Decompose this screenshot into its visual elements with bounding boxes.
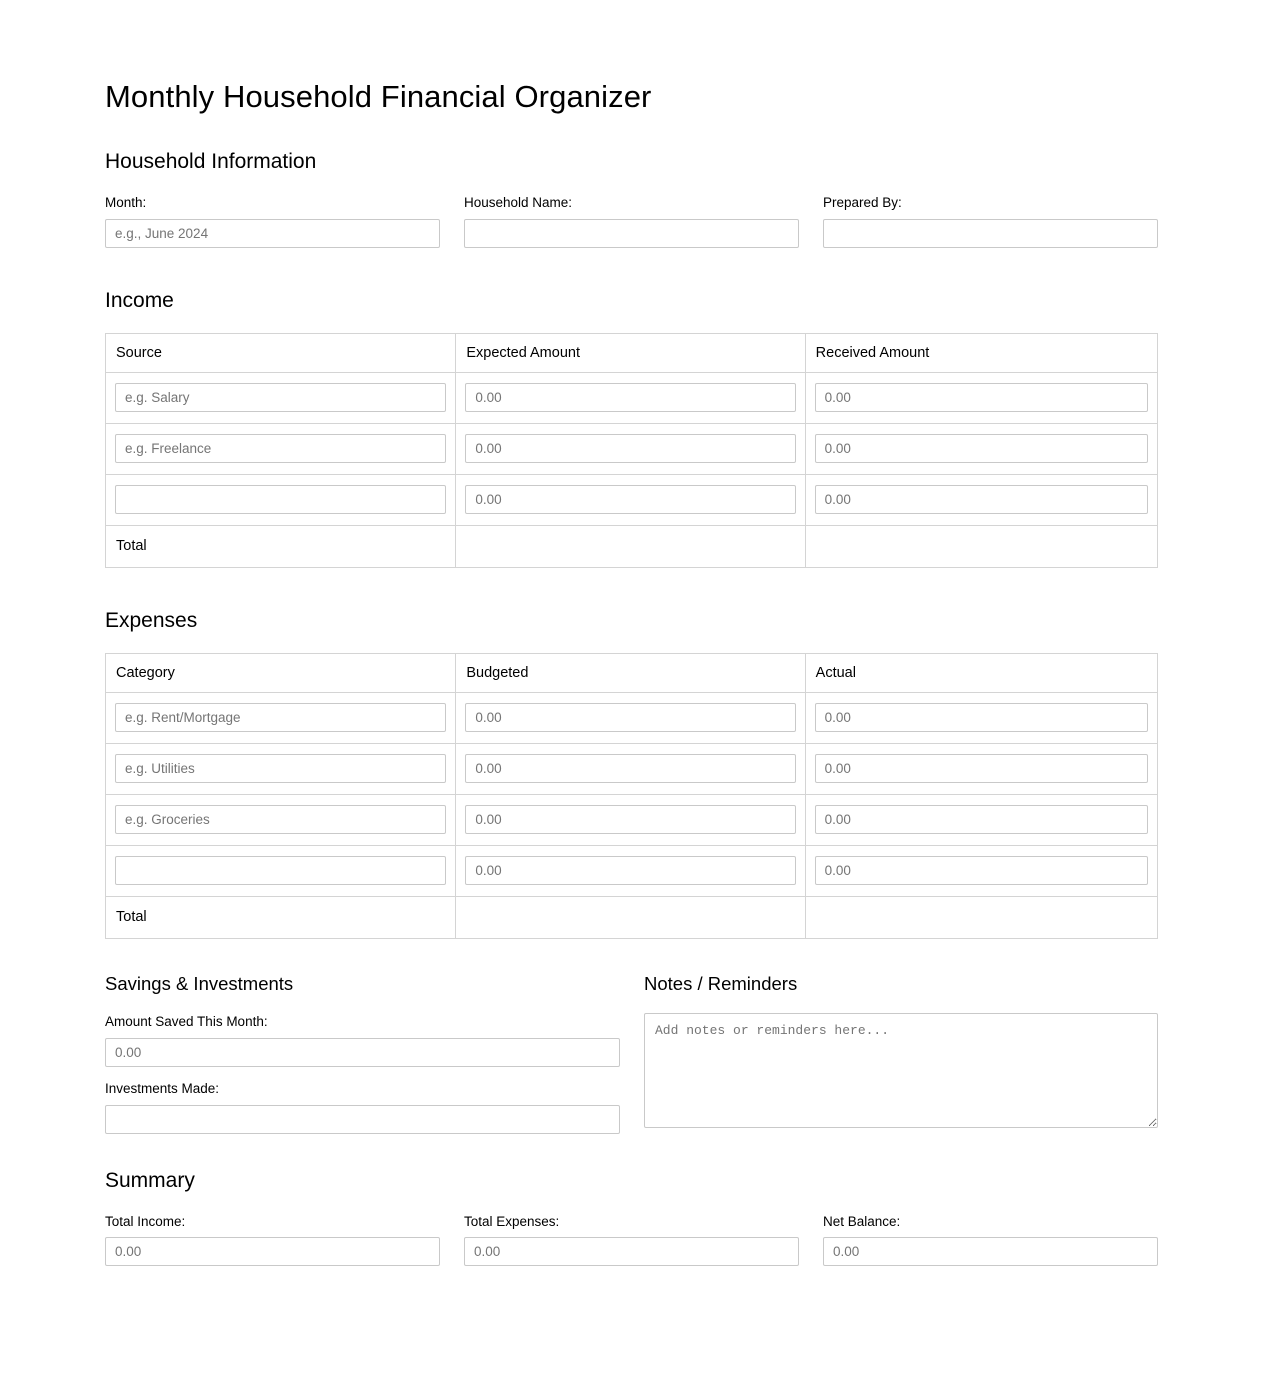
income-column-expected-amount: Expected Amount	[456, 334, 805, 373]
net-balance-label: Net Balance:	[823, 1213, 901, 1229]
household-name-input[interactable]	[464, 219, 799, 248]
total-expenses-label: Total Expenses:	[464, 1213, 560, 1229]
table-row	[106, 693, 1158, 744]
expenses-table	[105, 653, 1158, 939]
income-table-header-row	[106, 334, 1158, 373]
expenses-total-label: Total	[106, 897, 456, 939]
expenses-actual-input[interactable]	[815, 703, 1148, 732]
net-balance-field-group	[823, 1213, 1158, 1267]
notes-section	[644, 973, 1158, 1133]
expenses-budgeted-cell	[456, 795, 805, 846]
prepared-by-label: Prepared By:	[823, 195, 902, 211]
income-expected-input[interactable]	[465, 434, 795, 463]
income-total-expected-value	[456, 526, 805, 568]
total-income-input[interactable]	[105, 1237, 440, 1266]
expenses-actual-input[interactable]	[815, 805, 1148, 834]
expenses-total-row	[106, 897, 1158, 939]
expenses-budgeted-input[interactable]	[465, 856, 795, 885]
income-expected-cell	[456, 373, 805, 424]
table-row	[106, 475, 1158, 526]
income-source-input[interactable]	[115, 434, 446, 463]
savings-notes-row	[105, 973, 1158, 1133]
expenses-actual-cell	[805, 744, 1157, 795]
amount-saved-label: Amount Saved This Month:	[105, 1014, 268, 1030]
expenses-actual-input[interactable]	[815, 754, 1148, 783]
savings-section	[105, 973, 620, 1133]
expenses-category-cell	[106, 795, 456, 846]
expenses-budgeted-cell	[456, 846, 805, 897]
amount-saved-input[interactable]	[105, 1038, 620, 1067]
prepared-by-input[interactable]	[823, 219, 1158, 248]
investments-made-label: Investments Made:	[105, 1081, 220, 1097]
summary-heading: Summary	[105, 1168, 195, 1192]
income-total-label: Total	[106, 526, 456, 568]
income-table	[105, 333, 1158, 568]
table-row	[106, 795, 1158, 846]
expenses-category-input[interactable]	[115, 856, 446, 885]
net-balance-input[interactable]	[823, 1237, 1158, 1266]
expenses-actual-cell	[805, 846, 1157, 897]
household-name-label: Household Name:	[464, 195, 573, 211]
expenses-total-budgeted-value	[456, 897, 805, 939]
income-total-row	[106, 526, 1158, 568]
expenses-budgeted-input[interactable]	[465, 703, 795, 732]
month-label: Month:	[105, 195, 147, 211]
expenses-budgeted-input[interactable]	[465, 754, 795, 783]
month-field-group	[105, 194, 440, 248]
income-heading: Income	[105, 288, 174, 312]
prepared-by-field-group	[823, 194, 1158, 248]
expenses-column-category: Category	[106, 654, 456, 693]
expenses-budgeted-input[interactable]	[465, 805, 795, 834]
income-total-received-value	[805, 526, 1157, 568]
household-information-row	[105, 194, 1158, 248]
expenses-category-cell	[106, 744, 456, 795]
expenses-table-header-row	[106, 654, 1158, 693]
table-row	[106, 846, 1158, 897]
expenses-column-actual: Actual	[805, 654, 1157, 693]
income-received-input[interactable]	[815, 383, 1148, 412]
income-received-input[interactable]	[815, 434, 1148, 463]
income-source-cell	[106, 424, 456, 475]
expenses-category-cell	[106, 693, 456, 744]
expenses-category-input[interactable]	[115, 703, 446, 732]
page-title: Monthly Household Financial Organizer	[105, 79, 652, 114]
expenses-total-actual-value	[805, 897, 1157, 939]
expenses-category-input[interactable]	[115, 754, 446, 783]
household-information-heading: Household Information	[105, 150, 317, 174]
expenses-budgeted-cell	[456, 693, 805, 744]
income-expected-input[interactable]	[465, 485, 795, 514]
amount-saved-field-group	[105, 1013, 620, 1067]
expenses-heading: Expenses	[105, 609, 198, 633]
income-expected-input[interactable]	[465, 383, 795, 412]
expenses-budgeted-cell	[456, 744, 805, 795]
household-name-field-group	[464, 194, 799, 248]
notes-textarea[interactable]	[644, 1013, 1158, 1128]
income-received-cell	[805, 475, 1157, 526]
income-received-cell	[805, 373, 1157, 424]
savings-heading: Savings & Investments	[105, 973, 294, 995]
expenses-actual-cell	[805, 693, 1157, 744]
notes-heading: Notes / Reminders	[644, 973, 798, 995]
table-row	[106, 424, 1158, 475]
income-column-received-amount: Received Amount	[805, 334, 1157, 373]
month-input[interactable]	[105, 219, 440, 248]
investments-made-input[interactable]	[105, 1105, 620, 1134]
income-expected-cell	[456, 475, 805, 526]
expenses-category-input[interactable]	[115, 805, 446, 834]
expenses-actual-input[interactable]	[815, 856, 1148, 885]
income-source-cell	[106, 475, 456, 526]
table-row	[106, 373, 1158, 424]
expenses-actual-cell	[805, 795, 1157, 846]
total-income-field-group	[105, 1213, 440, 1267]
income-source-cell	[106, 373, 456, 424]
income-received-cell	[805, 424, 1157, 475]
table-row	[106, 744, 1158, 795]
income-source-input[interactable]	[115, 485, 446, 514]
total-expenses-input[interactable]	[464, 1237, 799, 1266]
expenses-column-budgeted: Budgeted	[456, 654, 805, 693]
expenses-category-cell	[106, 846, 456, 897]
income-source-input[interactable]	[115, 383, 446, 412]
income-column-source: Source	[106, 334, 456, 373]
total-income-label: Total Income:	[105, 1213, 186, 1229]
investments-made-field-group	[105, 1080, 620, 1134]
total-expenses-field-group	[464, 1213, 799, 1267]
summary-row	[105, 1213, 1158, 1267]
income-received-input[interactable]	[815, 485, 1148, 514]
income-expected-cell	[456, 424, 805, 475]
